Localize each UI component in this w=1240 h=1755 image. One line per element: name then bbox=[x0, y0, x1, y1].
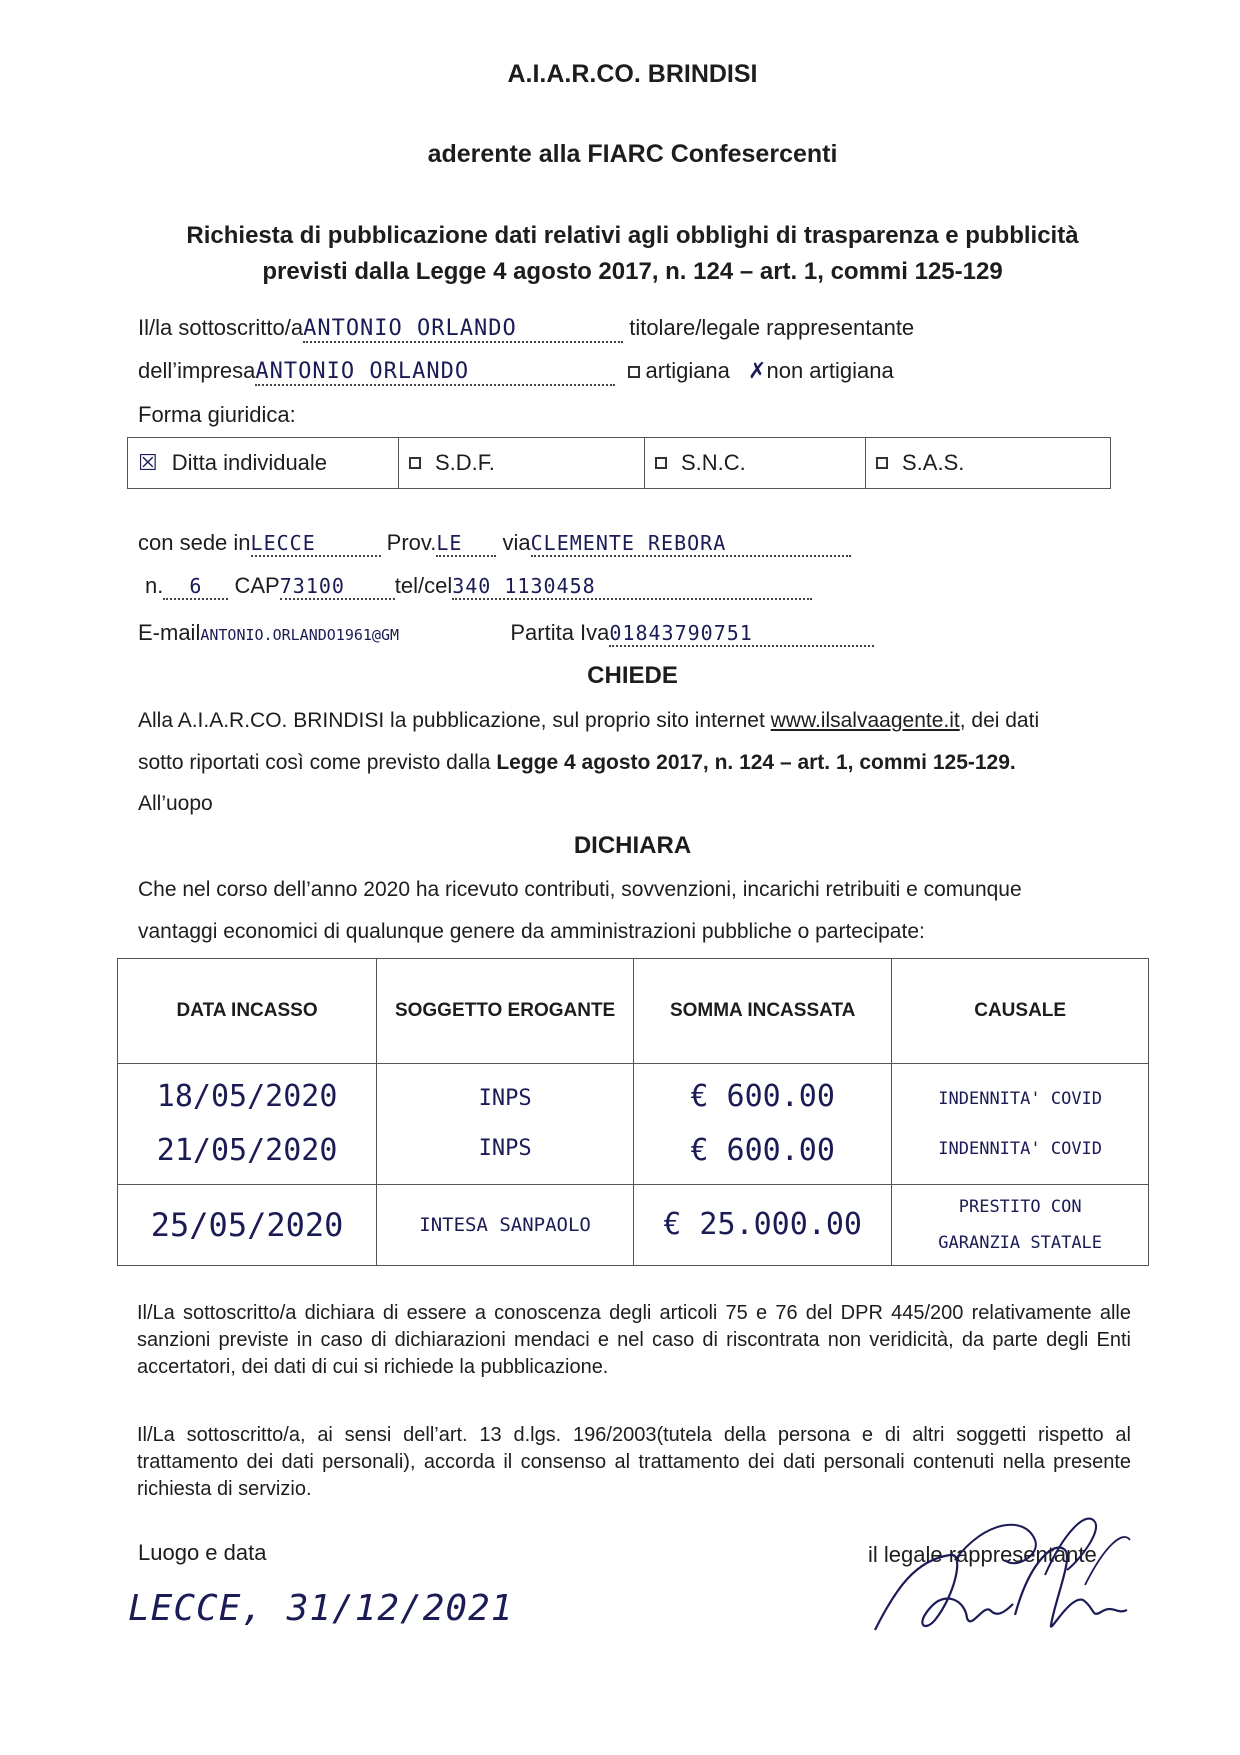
request-heading: CHIEDE bbox=[587, 662, 678, 689]
seat-city-field[interactable]: LECCE bbox=[251, 531, 381, 557]
signer-label: Il/la sottoscritto/a bbox=[138, 315, 304, 340]
via-label: via bbox=[502, 530, 531, 555]
company-line bbox=[138, 358, 894, 386]
legal-form-snc[interactable]: S.N.C. bbox=[645, 438, 866, 488]
number-field[interactable]: 6 bbox=[163, 574, 228, 600]
amount-cell[interactable]: € 600.00 € 600.00 bbox=[633, 1064, 891, 1185]
vat-label: Partita Iva bbox=[510, 620, 610, 645]
date-cell[interactable]: 25/05/2020 bbox=[118, 1184, 377, 1265]
cap-label: CAP bbox=[234, 573, 280, 598]
prov-field[interactable]: LE bbox=[436, 531, 496, 557]
subject-line-2: previsti dalla Legge 4 agosto 2017, n. 124 – art. 1, commi 125-129 bbox=[262, 258, 1003, 285]
artigiana-checkbox[interactable] bbox=[628, 366, 640, 378]
cause-cell[interactable]: INDENNITA' COVID INDENNITA' COVID bbox=[892, 1064, 1149, 1185]
place-date-field[interactable]: LECCE, 31/12/2021 bbox=[128, 1588, 514, 1629]
org-title: A.I.A.R.CO. BRINDISI bbox=[507, 60, 758, 88]
company-label: dell’impresa bbox=[138, 358, 256, 383]
payer-cell[interactable]: INTESA SANPAOLO bbox=[377, 1184, 634, 1265]
contact-line bbox=[145, 573, 812, 600]
cross-mark-icon[interactable]: ✗ bbox=[748, 358, 767, 383]
request-line-1: Alla A.I.A.R.CO. BRINDISI la pubblicazione, sul proprio sito internet www.ilsalvaagente.it, dei dati bbox=[138, 709, 1040, 732]
request-line-3: All’uopo bbox=[138, 792, 213, 815]
signature-label: il legale rappresentante bbox=[868, 1542, 1097, 1567]
checkbox-icon bbox=[655, 457, 667, 469]
place-date-label: Luogo e data bbox=[138, 1540, 267, 1565]
checkbox-icon bbox=[876, 457, 888, 469]
artigiana-label: artigiana bbox=[645, 358, 730, 383]
signer-name-field[interactable]: ANTONIO ORLANDO bbox=[303, 316, 623, 343]
payer-cell[interactable]: INPS INPS bbox=[377, 1064, 634, 1185]
liability-paragraph: Il/La sottoscritto/a dichiara di essere a conoscenza degli articoli 75 e 76 del DPR 445/200 relativamente alle sanzioni previste in caso di dichiarazioni mendaci e nel caso di riscontrata non veridicità, da parte degli Enti accertatori, dei dati di cui si richiede la pubblicazione. bbox=[137, 1302, 1131, 1378]
seat-label: con sede in bbox=[138, 530, 251, 555]
non-artigiana-label: non artigiana bbox=[766, 358, 894, 383]
column-header: DATA INCASSO bbox=[118, 959, 377, 1064]
legal-form-table bbox=[127, 437, 1111, 489]
email-label: E-mail bbox=[138, 620, 201, 645]
request-line-2: sotto riportati così come previsto dalla Legge 4 agosto 2017, n. 124 – art. 1, commi 125-129. bbox=[138, 751, 1016, 774]
website-link[interactable]: www.ilsalvaagente.it bbox=[770, 709, 960, 732]
legal-form-sdf[interactable]: S.D.F. bbox=[399, 438, 645, 488]
subject-line-1: Richiesta di pubblicazione dati relativi agli obblighi di trasparenza e pubblicità bbox=[186, 222, 1079, 249]
table-row bbox=[118, 1184, 1149, 1265]
email-field[interactable]: ANTONIO.ORLANDO1961@GM bbox=[200, 626, 400, 644]
address-line bbox=[138, 530, 851, 557]
affiliation: aderente alla FIARC Confesercenti bbox=[427, 140, 838, 168]
date-cell[interactable]: 18/05/2020 21/05/2020 bbox=[118, 1064, 377, 1185]
checkbox-icon bbox=[409, 457, 421, 469]
email-line bbox=[138, 620, 874, 647]
vat-field[interactable]: 01843790751 bbox=[609, 621, 874, 647]
declaration-heading: DICHIARA bbox=[573, 832, 692, 859]
legal-form-label: Forma giuridica: bbox=[138, 402, 296, 427]
amount-cell[interactable]: € 25.000.00 bbox=[633, 1184, 891, 1265]
tel-field[interactable]: 340 1130458 bbox=[452, 574, 812, 600]
cause-cell[interactable]: PRESTITO CON GARANZIA STATALE bbox=[892, 1184, 1149, 1265]
signer-line bbox=[138, 315, 914, 343]
number-label: n. bbox=[145, 573, 164, 598]
cap-field[interactable]: 73100 bbox=[280, 574, 395, 600]
column-header: CAUSALE bbox=[892, 959, 1149, 1064]
privacy-paragraph: Il/La sottoscritto/a, ai sensi dell’art. 13 d.lgs. 196/2003(tutela della persona e di altri soggetti rispetto al trattamento dei dati personali), accorda il consenso al trattamento dei dati personali contenuti nella presente richiesta di servizio. bbox=[137, 1424, 1131, 1500]
column-header: SOGGETTO EROGANTE bbox=[377, 959, 634, 1064]
prov-label: Prov. bbox=[386, 530, 437, 555]
table-row bbox=[118, 1064, 1149, 1185]
declaration-line-2: vantaggi economici di qualunque genere da amministrazioni pubbliche o partecipate: bbox=[138, 920, 925, 943]
tel-label: tel/cel bbox=[394, 573, 453, 598]
via-field[interactable]: CLEMENTE REBORA bbox=[531, 531, 851, 557]
legal-form-ditta[interactable]: ☒ Ditta individuale bbox=[128, 438, 399, 488]
column-header: SOMMA INCASSATA bbox=[633, 959, 891, 1064]
signer-role: titolare/legale rappresentante bbox=[629, 315, 915, 340]
payments-table bbox=[117, 958, 1149, 1266]
declaration-line-1: Che nel corso dell’anno 2020 ha ricevuto contributi, sovvenzioni, incarichi retribuiti e comunque bbox=[138, 878, 1022, 901]
company-name-field[interactable]: ANTONIO ORLANDO bbox=[255, 359, 615, 386]
checked-box-icon: ☒ bbox=[138, 450, 158, 475]
signature-image bbox=[855, 1500, 1175, 1650]
table-header-row bbox=[118, 959, 1149, 1064]
legal-form-sas[interactable]: S.A.S. bbox=[866, 438, 1110, 488]
